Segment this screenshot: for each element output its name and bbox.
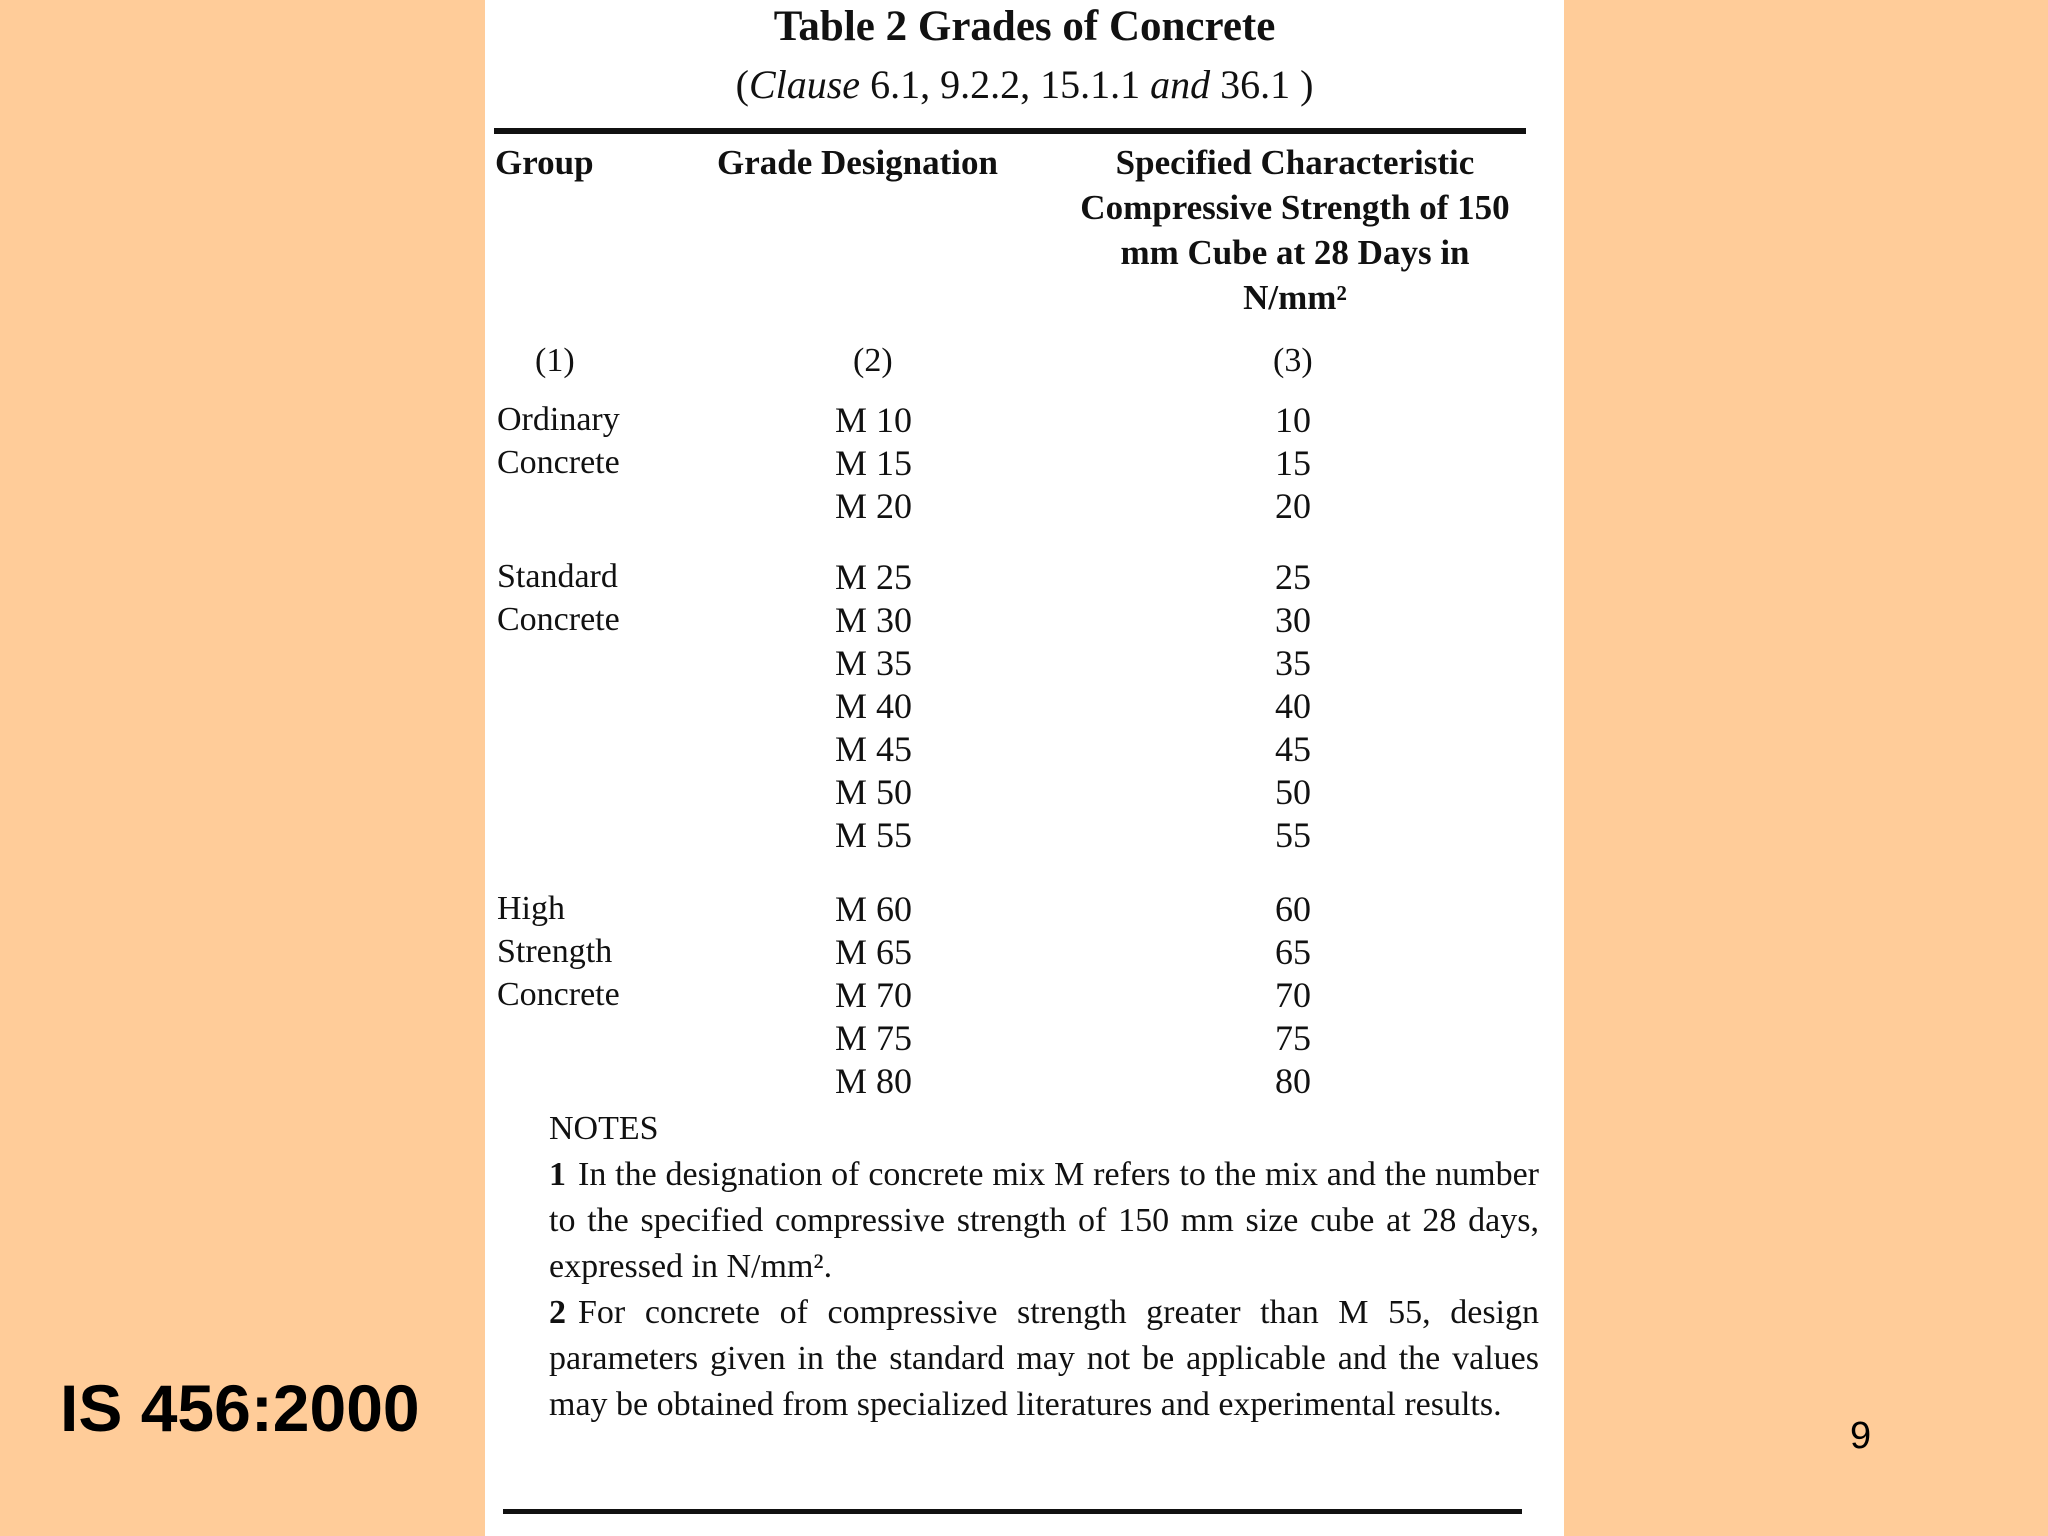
strength-cell: 30 — [1275, 600, 1311, 640]
strengths-high-strength — [1275, 888, 1355, 1103]
standard-code-label: IS 456:2000 — [60, 1371, 420, 1445]
grade-cell: M 40 — [835, 686, 913, 726]
strength-cell: 25 — [1275, 557, 1311, 597]
grade-cell: M 65 — [835, 932, 913, 972]
grade-cell: M 20 — [835, 486, 913, 526]
table-bottom-rule — [503, 1509, 1522, 1514]
table-notes — [549, 1106, 1539, 1428]
grade-cell: M 80 — [835, 1061, 913, 1101]
grade-cell: M 75 — [835, 1018, 913, 1058]
slide-page-number: 9 — [1850, 1415, 1872, 1457]
grade-cell: M 25 — [835, 557, 913, 597]
note-number: 2 — [549, 1294, 566, 1331]
strengths-ordinary — [1275, 399, 1355, 528]
strength-cell: 75 — [1275, 1018, 1311, 1058]
header-grade-designation: Grade Designation — [717, 143, 998, 182]
group-standard: Standard Concrete — [497, 558, 620, 638]
grade-cell: M 35 — [835, 643, 913, 683]
grade-cell: M 10 — [835, 400, 913, 440]
grades-standard — [835, 556, 1015, 857]
strength-cell: 10 — [1275, 400, 1311, 440]
note-item — [549, 1152, 1539, 1290]
table-title: Table 2 Grades of Concrete — [773, 3, 1276, 50]
column-number-1: (1) — [535, 342, 575, 379]
header-characteristic-strength: Specified Characteristic Compressive Strength of 150 mm Cube at 28 Days in N/mm² — [1080, 143, 1510, 317]
strength-cell: 55 — [1275, 815, 1311, 855]
strength-cell: 80 — [1275, 1061, 1311, 1101]
strength-cell: 60 — [1275, 889, 1311, 929]
grade-cell: M 45 — [835, 729, 913, 769]
table-top-rule — [494, 128, 1526, 134]
grades-high-strength — [835, 888, 1015, 1103]
grade-cell: M 50 — [835, 772, 913, 812]
grade-cell: M 60 — [835, 889, 913, 929]
grade-cell: M 70 — [835, 975, 913, 1015]
note-text: In the designation of concrete mix M refers to the mix and the number to the specified compressive strength of 150 mm size cube at 28 days, expressed in N/mm². — [549, 1156, 1539, 1285]
strength-cell: 50 — [1275, 772, 1311, 812]
note-item — [549, 1290, 1539, 1428]
grade-cell: M 30 — [835, 600, 913, 640]
strength-cell: 20 — [1275, 486, 1311, 526]
note-text: For concrete of compressive strength greater than M 55, design parameters given in the standard may not be applicable and the values may be obtained from specialized literatures and experimental results. — [549, 1294, 1539, 1423]
header-group: Group — [495, 143, 594, 182]
strength-cell: 35 — [1275, 643, 1311, 683]
strength-cell: 45 — [1275, 729, 1311, 769]
strength-cell: 15 — [1275, 443, 1311, 483]
grade-cell: M 55 — [835, 815, 913, 855]
column-number-3: (3) — [1273, 342, 1313, 379]
strength-cell: 70 — [1275, 975, 1311, 1015]
note-number: 1 — [549, 1156, 566, 1193]
strength-cell: 40 — [1275, 686, 1311, 726]
strength-cell: 65 — [1275, 932, 1311, 972]
group-high-strength: High Strength Concrete — [497, 890, 620, 1013]
notes-title: NOTES — [549, 1110, 659, 1147]
column-number-2: (2) — [853, 342, 893, 379]
table-clause-reference: (Clause 6.1, 9.2.2, 15.1.1 and 36.1 ) — [735, 62, 1314, 107]
grade-cell: M 15 — [835, 443, 913, 483]
strengths-standard — [1275, 556, 1355, 857]
group-ordinary: Ordinary Concrete — [497, 401, 620, 481]
table-image-panel — [485, 0, 1564, 1536]
grades-ordinary — [835, 399, 1015, 528]
